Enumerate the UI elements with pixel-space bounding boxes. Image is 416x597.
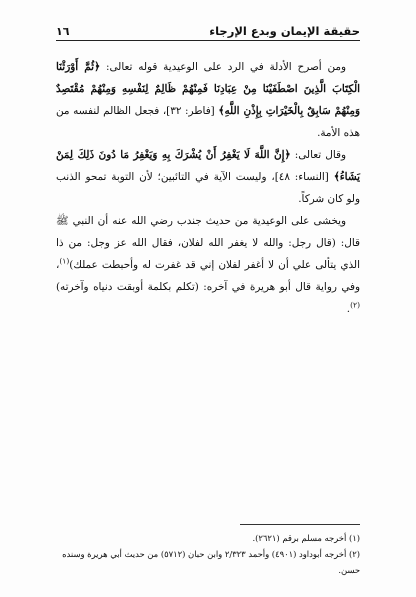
page-header [56,16,360,41]
footnote-marker[interactable]: (٢) [350,300,360,310]
footnote-divider [240,524,360,525]
paragraph [56,144,360,210]
verse-reference: [فاطر: ٣٢]، فجعل الظالم لنفسه من هذه الأمة. [56,105,360,139]
running-title: حقيقة الإيمان وبدع الإرجاء [209,24,360,38]
paragraph [56,56,360,144]
hadith-text: ويخشى على الوعيدية من حديث جندب رضي الله عنه أن النبي ﷺ قال: (قال رجل: والله لا يغفر الله لفلان، فقال الله عز وجل: من ذا الذي يتألى علي أن لا أغفر لفلان إني قد غفرت له وأحبطت عملك) [56,215,360,271]
verse-reference: [النساء: ٤٨]، وليست الآية في التائبين؛ لأن التوبة تمحو الذنب ولو كان شركاً. [56,171,360,205]
footnote-marker[interactable]: (١) [59,256,70,266]
hadith-text: ، وفي رواية قال أبو هريرة في آخره: (تكلم بكلمة أوبقت دنياه وآخرته) [56,259,360,293]
page-number: ١٦ [56,25,70,38]
footnote: (٢) أخرجه أبوداود (٤٩٠١) وأحمد ٢/٣٢٣ وابن حبان (٥٧١٢) من حديث أبي هريرة وسنده حسن. [62,549,360,575]
footnote: (١) أخرجه مسلم برقم (٢٦٢١). [252,533,360,543]
hadith-text: . [346,303,351,315]
footnotes [56,530,360,578]
main-text [56,56,360,320]
quran-verse: ﴿ثُمَّ أَوْرَثْنَا الْكِتَابَ الَّذِينَ اصْطَفَيْنَا مِنْ عِبَادِنَا فَمِنْهُمْ ظَالِمٌ لِنَفْسِهِ وَمِنْهُمْ مُقْتَصِدٌ وَمِنْهُمْ سَابِقٌ بِالْخَيْرَاتِ بِإِذْنِ اللَّهِ﴾ [56,61,360,117]
paragraph-intro: وقال تعالى: [294,149,346,161]
paragraph-intro: ومن أصرح الأدلة في الرد على الوعيدية قوله تعالى: [106,61,346,73]
paragraph [56,210,360,320]
quran-verse: ﴿إِنَّ اللَّهَ لَا يَغْفِرُ أَنْ يُشْرَكَ بِهِ وَيَغْفِرُ مَا دُونَ ذَلِكَ لِمَنْ يَشَاءُ﴾ [56,149,361,183]
